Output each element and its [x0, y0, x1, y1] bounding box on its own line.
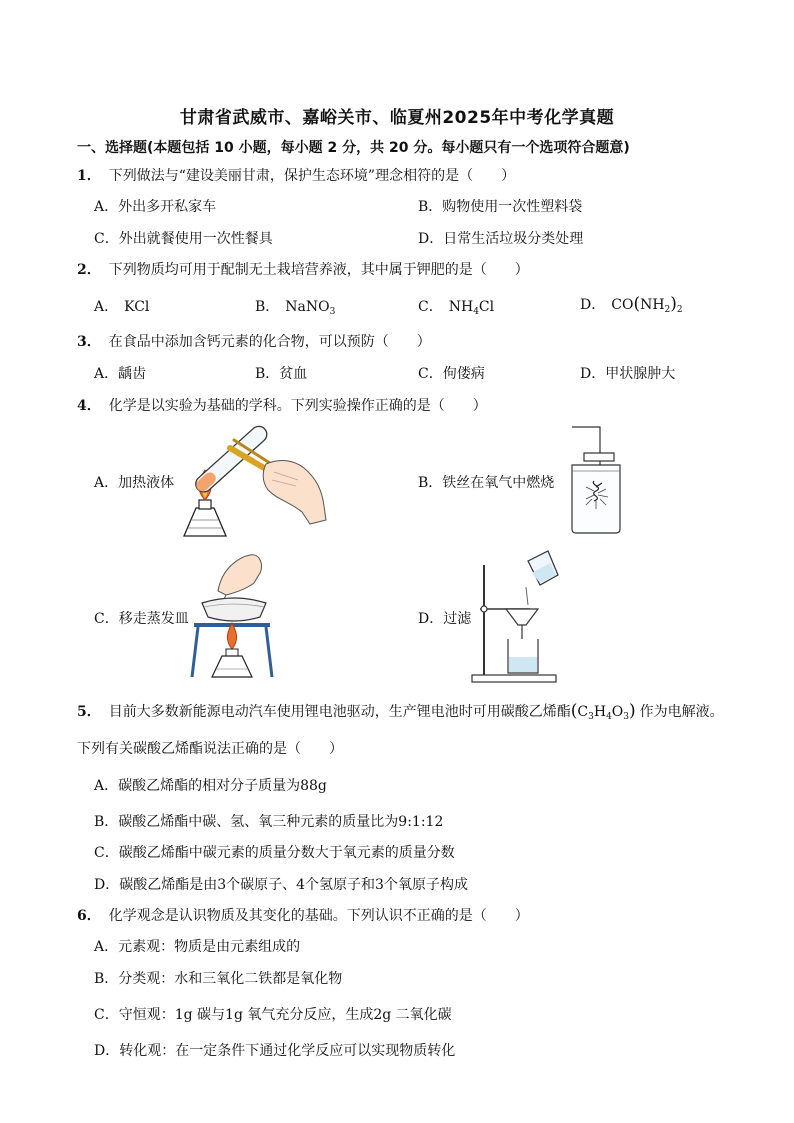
question-number: 5．: [77, 704, 101, 720]
option-c[interactable]: C．移走蒸发皿: [94, 611, 189, 627]
question-number: 4．: [77, 398, 101, 414]
question-2: [77, 259, 529, 279]
option-d[interactable]: D．过滤: [418, 611, 472, 627]
option-d[interactable]: D．日常生活垃圾分类处理: [418, 231, 584, 247]
option-c[interactable]: C．守恒观：1g 碳与1g 氧气充分反应，生成2g 二氧化碳: [94, 1007, 452, 1023]
option-d[interactable]: D．碳酸乙烯酯是由3个碳原子、4个氢原子和3个氧原子构成: [94, 877, 468, 893]
question-stem: 化学是以实验为基础的学科。下列实验操作正确的是（ ）: [108, 398, 487, 414]
question-number: 6．: [77, 908, 101, 924]
question-1: [77, 165, 515, 185]
formula: Cl: [478, 299, 495, 315]
formula: NaNO: [285, 299, 330, 315]
formula: CO: [611, 297, 634, 313]
option-c[interactable]: C．佝偻病: [418, 366, 485, 382]
question-stem: 目前大多数新能源电动汽车使用锂电池驱动，生产锂电池时可用碳酸乙烯酯: [108, 704, 571, 720]
option-a[interactable]: A．加热液体: [94, 475, 175, 491]
subscript: 2: [664, 305, 671, 315]
question-number: 1．: [77, 168, 101, 184]
question-stem: 化学观念是认识物质及其变化的基础。下列认识不正确的是（ ）: [108, 908, 529, 924]
formula: KCl: [124, 299, 150, 315]
option-b[interactable]: B．铁丝在氧气中燃烧: [418, 475, 555, 491]
question-3: [77, 331, 431, 351]
question-number: 2．: [77, 262, 101, 278]
option-label: C．: [418, 299, 443, 315]
option-b[interactable]: [255, 296, 335, 317]
subscript: 3: [623, 712, 630, 722]
option-a[interactable]: [94, 296, 149, 316]
subscript: 3: [588, 712, 594, 722]
question-stem: 下列做法与“建设美丽甘肃，保护生态环境”理念相符的是（ ）: [108, 168, 516, 184]
subscript: 2: [676, 305, 683, 315]
page-title: 甘肃省武威市、嘉峪关市、临夏州2025年中考化学真题: [179, 108, 615, 128]
close-paren: ): [629, 701, 636, 721]
heating-liquid-illustration: [170, 420, 330, 545]
close-paren: ): [670, 294, 677, 314]
formula: H: [593, 704, 607, 720]
option-a[interactable]: A．碳酸乙烯酯的相对分子质量为88g: [94, 778, 327, 794]
subscript: 4: [606, 712, 612, 722]
question-5: [77, 701, 724, 722]
question-stem: 下列物质均可用于配制无土栽培营养液，其中属于钾肥的是（ ）: [108, 262, 529, 278]
option-a[interactable]: A．外出多开私家车: [94, 199, 217, 215]
question-5-line-2: 下列有关碳酸乙烯酯说法正确的是（ ）: [77, 741, 343, 757]
question-number: 3．: [77, 334, 101, 350]
subscript: 3: [329, 307, 336, 317]
option-b[interactable]: B．贫血: [255, 366, 308, 382]
option-d[interactable]: D．甲状腺肿大: [580, 366, 676, 382]
question-6: [77, 905, 529, 925]
question-4: [77, 395, 487, 415]
option-d[interactable]: [580, 294, 683, 315]
evaporating-dish-illustration: [188, 553, 278, 679]
option-a[interactable]: A．龋齿: [94, 366, 147, 382]
question-stem: 在食品中添加含钙元素的化合物，可以预防（ ）: [108, 334, 431, 350]
open-paren: (: [570, 701, 578, 721]
formula: C: [577, 704, 589, 720]
option-label: B．: [255, 299, 280, 315]
open-paren: (: [633, 294, 641, 314]
option-label: A．: [94, 299, 119, 315]
option-d[interactable]: D．转化观：在一定条件下通过化学反应可以实现物质转化: [94, 1043, 456, 1059]
option-c[interactable]: C．碳酸乙烯酯中碳元素的质量分数大于氧元素的质量分数: [94, 845, 455, 861]
option-b[interactable]: B．碳酸乙烯酯中碳、氢、氧三种元素的质量比为9:1:12: [94, 814, 444, 830]
option-label: D．: [580, 297, 606, 313]
filtration-illustration: [470, 545, 560, 683]
formula: NH: [640, 297, 665, 313]
formula: O: [611, 704, 624, 720]
option-c[interactable]: [418, 296, 494, 317]
iron-wire-burning-illustration: [566, 425, 626, 535]
section-heading: 一、选择题(本题包括 10 小题，每小题 2 分，共 20 分。每小题只有一个选项符合题意): [77, 140, 630, 156]
option-c[interactable]: C．外出就餐使用一次性餐具: [94, 231, 273, 247]
subscript: 4: [473, 307, 479, 317]
option-b[interactable]: B．分类观：水和三氧化二铁都是氧化物: [94, 971, 343, 987]
question-stem-end: 作为电解液。: [639, 704, 724, 720]
option-a[interactable]: A．元素观：物质是由元素组成的: [94, 939, 301, 955]
option-b[interactable]: B．购物使用一次性塑料袋: [418, 199, 583, 215]
formula: NH: [448, 299, 474, 315]
